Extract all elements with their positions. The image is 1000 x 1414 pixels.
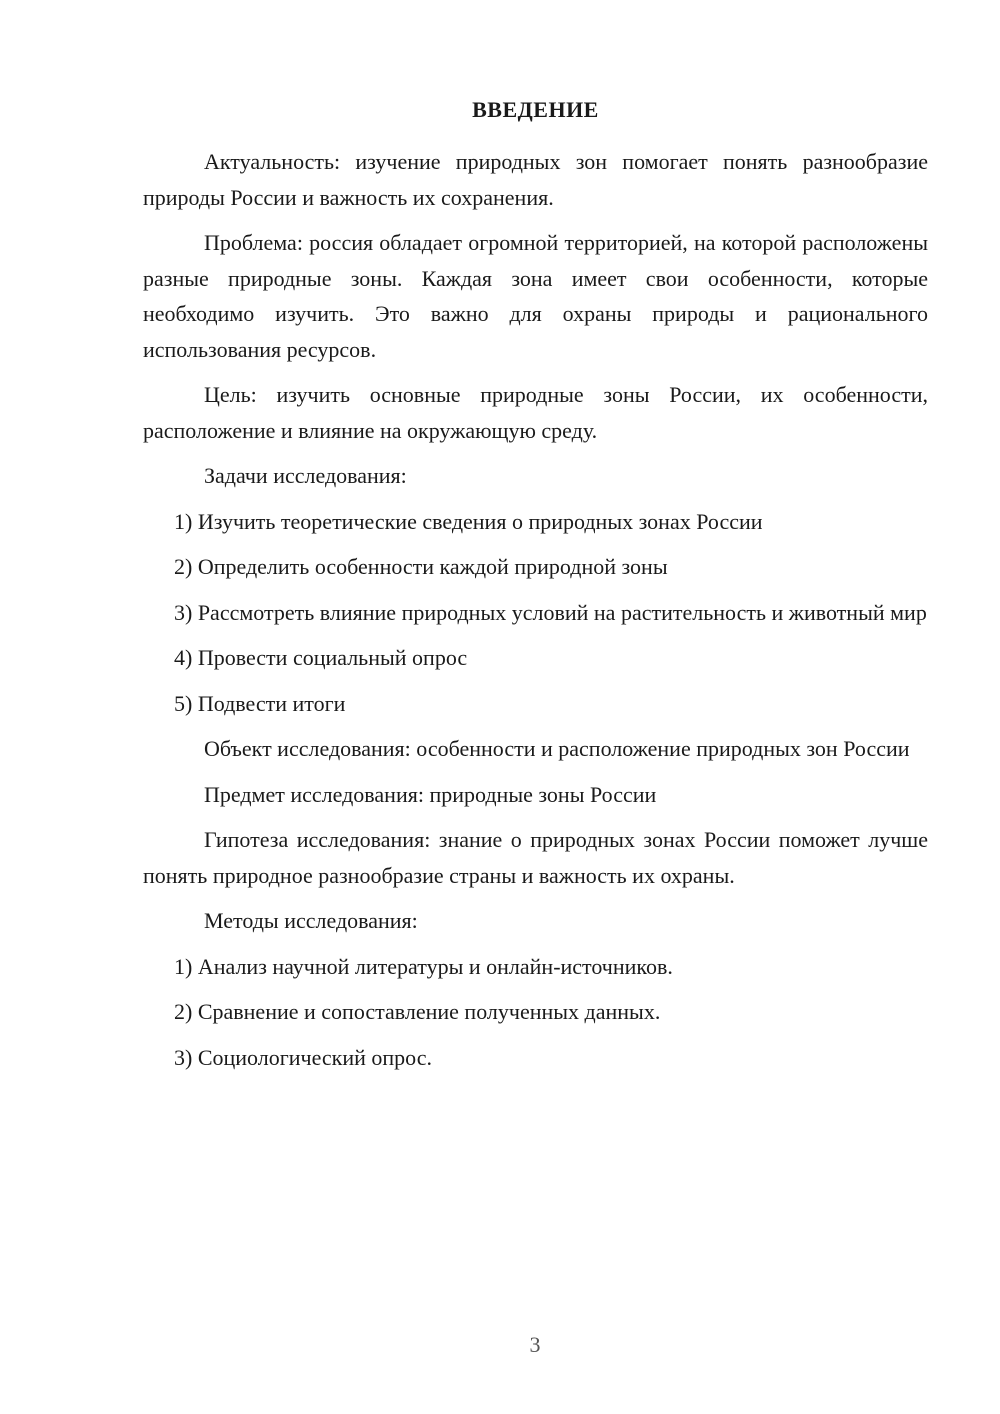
goal-paragraph: Цель: изучить основные природные зоны России, их особенности, расположение и влияние на окружающую среду.	[143, 382, 928, 443]
task-item-3: 3) Рассмотреть влияние природных условий на растительность и животный мир	[174, 599, 927, 625]
object-paragraph: Объект исследования: особенности и расположение природных зон России	[204, 736, 910, 761]
method-item-1: 1) Анализ научной литературы и онлайн-источников.	[174, 953, 673, 979]
task-item-2: 2) Определить особенности каждой природной зоны	[174, 554, 668, 579]
tasks-heading: Задачи исследования:	[204, 463, 407, 488]
method-item-3: 3) Социологический опрос.	[174, 1044, 432, 1070]
method-item-2: 2) Сравнение и сопоставление полученных данных.	[174, 999, 661, 1024]
page-number: 3	[529, 1332, 541, 1357]
document-page	[143, 92, 928, 1085]
task-item-4: 4) Провести социальный опрос	[174, 645, 468, 670]
task-item-5: 5) Подвести итоги	[174, 690, 346, 716]
methods-heading: Методы исследования:	[204, 908, 418, 933]
subject-paragraph: Предмет исследования: природные зоны России	[204, 781, 657, 807]
section-title: ВВЕДЕНИЕ	[472, 97, 599, 122]
problem-paragraph: Проблема: россия обладает огромной территорией, на которой расположены разные природные зоны. Каждая зона имеет свои особенности, которые необходимо изучить. Это важно для охраны природы и рационального использования ресурсов.	[143, 230, 928, 362]
task-item-1: 1) Изучить теоретические сведения о природных зонах России	[174, 508, 763, 534]
hypothesis-paragraph: Гипотеза исследования: знание о природных зонах России поможет лучше понять природное разнообразие страны и важность их охраны.	[143, 827, 928, 888]
relevance-paragraph: Актуальность: изучение природных зон помогает понять разнообразие природы России и важность их сохранения.	[143, 149, 928, 210]
